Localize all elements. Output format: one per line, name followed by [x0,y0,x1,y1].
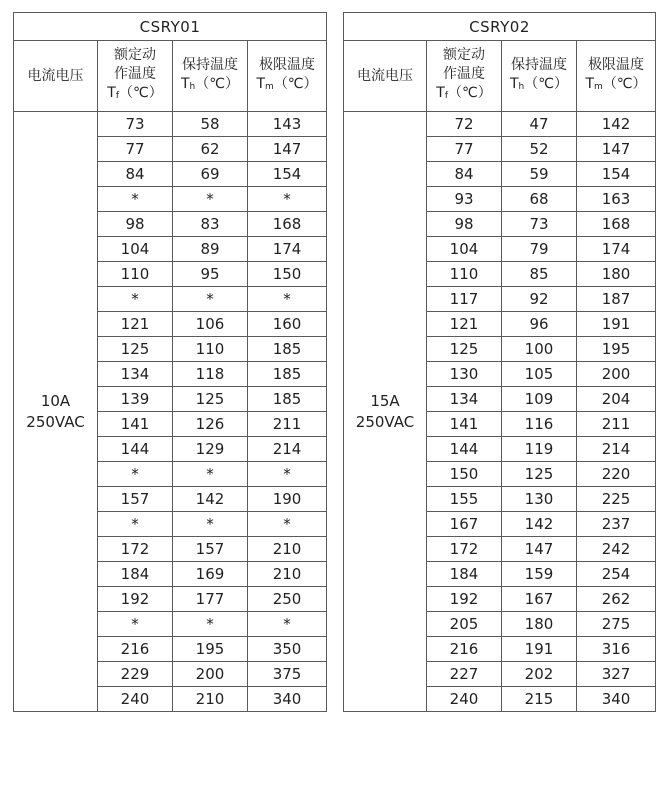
hold-temp-cell: * [173,287,248,312]
limit-temp-cell: 187 [577,287,656,312]
hold-temp-cell: 79 [502,237,577,262]
rated-temp-cell: 216 [98,637,173,662]
limit-temp-cell: * [248,462,327,487]
hold-temp-cell: 106 [173,312,248,337]
limit-temp-cell: 154 [248,162,327,187]
hold-temp-cell: 92 [502,287,577,312]
rated-temp-cell: * [98,287,173,312]
limit-temp-cell: 225 [577,487,656,512]
hold-temp-cell: 177 [173,587,248,612]
rated-temp-cell: 229 [98,662,173,687]
rated-temp-cell: 184 [427,562,502,587]
limit-temp-cell: 237 [577,512,656,537]
limit-temp-cell: 211 [248,412,327,437]
limit-temp-cell: 180 [577,262,656,287]
limit-temp-cell: 214 [248,437,327,462]
rated-temp-cell: 98 [427,212,502,237]
hold-temp-cell: 118 [173,362,248,387]
limit-temp-cell: 275 [577,612,656,637]
header-limit-temp [248,41,327,112]
rated-temp-cell: * [98,512,173,537]
limit-temp-cell: 191 [577,312,656,337]
header-hold-temp [502,41,577,112]
limit-temp-cell: 174 [248,237,327,262]
rated-temp-cell: 98 [98,212,173,237]
hold-temp-cell: 130 [502,487,577,512]
hold-temp-cell: 105 [502,362,577,387]
table-title: CSRY01 [14,13,327,41]
hold-temp-cell: 147 [502,537,577,562]
limit-temp-cell: 220 [577,462,656,487]
hold-temp-cell: 47 [502,112,577,137]
hold-temp-cell: * [173,512,248,537]
rated-temp-cell: 77 [98,137,173,162]
hold-temp-cell: 52 [502,137,577,162]
limit-temp-cell: 200 [577,362,656,387]
rated-temp-cell: 141 [427,412,502,437]
rated-temp-cell: 117 [427,287,502,312]
header-limit-temp-label: 极限温度 [588,56,645,73]
rated-temp-cell: 121 [427,312,502,337]
hold-temp-cell: 83 [173,212,248,237]
hold-temp-cell: 59 [502,162,577,187]
limit-temp-cell: 190 [248,487,327,512]
rated-temp-cell: 167 [427,512,502,537]
limit-temp-cell: 174 [577,237,656,262]
hold-temp-cell: 85 [502,262,577,287]
hold-temp-cell: 126 [173,412,248,437]
rated-temp-cell: 144 [427,437,502,462]
limit-temp-cell: 195 [577,337,656,362]
rated-temp-cell: 104 [98,237,173,262]
limit-temp-cell: 350 [248,637,327,662]
table-body [344,112,656,712]
header-limit-temp-label: 极限温度 [259,56,316,73]
hold-temp-cell: 95 [173,262,248,287]
hold-temp-cell: 125 [173,387,248,412]
header-current-voltage: 电流电压 [14,41,98,112]
current-voltage-cell [344,112,427,712]
hold-temp-cell: 129 [173,437,248,462]
rated-temp-cell: 134 [98,362,173,387]
header-rated-temp [427,41,502,112]
rated-temp-cell: 216 [427,637,502,662]
header-hold-temp [173,41,248,112]
limit-temp-cell: 242 [577,537,656,562]
hold-temp-cell: 159 [502,562,577,587]
rated-temp-cell: 110 [98,262,173,287]
hold-temp-cell: 142 [502,512,577,537]
rated-temp-cell: 172 [427,537,502,562]
limit-temp-cell: 168 [248,212,327,237]
hold-temp-cell: 125 [502,462,577,487]
table-title: CSRY02 [344,13,656,41]
limit-temp-cell: 185 [248,362,327,387]
header-limit-temp-unit: $T_m(℃)$ [256,75,318,92]
voltage-rating: 250VAC [26,412,85,431]
header-limit-temp-unit: $T_m(℃)$ [585,75,647,92]
rated-temp-cell: 110 [427,262,502,287]
rated-temp-cell: 184 [98,562,173,587]
rated-temp-cell: 150 [427,462,502,487]
rated-temp-cell: * [98,187,173,212]
hold-temp-cell: 69 [173,162,248,187]
header-limit-temp [577,41,656,112]
header-hold-temp-unit: $T_h(℃)$ [509,75,568,92]
limit-temp-cell: 327 [577,662,656,687]
hold-temp-cell: 89 [173,237,248,262]
current-voltage-cell [14,112,98,712]
hold-temp-cell: 58 [173,112,248,137]
hold-temp-cell: 200 [173,662,248,687]
limit-temp-cell: 214 [577,437,656,462]
rated-temp-cell: 84 [427,162,502,187]
limit-temp-cell: 154 [577,162,656,187]
hold-temp-cell: 109 [502,387,577,412]
table-row [14,112,327,137]
header-rated-temp-line2: 作温度 [114,66,156,82]
hold-temp-cell: 180 [502,612,577,637]
rated-temp-cell: 104 [427,237,502,262]
limit-temp-cell: 254 [577,562,656,587]
rated-temp-cell: 84 [98,162,173,187]
header-rated-temp-line1: 额定动 [443,47,485,63]
rated-temp-cell: 125 [427,337,502,362]
limit-temp-cell: 142 [577,112,656,137]
header-current-voltage: 电流电压 [344,41,427,112]
limit-temp-cell: 210 [248,562,327,587]
hold-temp-cell: 100 [502,337,577,362]
hold-temp-cell: 210 [173,687,248,712]
limit-temp-cell: 143 [248,112,327,137]
rated-temp-cell: 205 [427,612,502,637]
voltage-rating: 250VAC [355,412,415,431]
limit-temp-cell: 163 [577,187,656,212]
header-rated-temp [98,41,173,112]
rated-temp-cell: 155 [427,487,502,512]
rated-temp-cell: 121 [98,312,173,337]
limit-temp-cell: 147 [248,137,327,162]
header-hold-temp-unit: $T_h(℃)$ [180,75,239,92]
hold-temp-cell: 169 [173,562,248,587]
limit-temp-cell: 210 [248,537,327,562]
limit-temp-cell: 211 [577,412,656,437]
rated-temp-cell: * [98,612,173,637]
rated-temp-cell: 240 [427,687,502,712]
table-body [14,112,327,712]
current-rating: 15A [370,391,400,410]
limit-temp-cell: 185 [248,337,327,362]
hold-temp-cell: 116 [502,412,577,437]
rated-temp-cell: 73 [98,112,173,137]
limit-temp-cell: 340 [577,687,656,712]
limit-temp-cell: 168 [577,212,656,237]
limit-temp-cell: 160 [248,312,327,337]
rated-temp-cell: 144 [98,437,173,462]
rated-temp-cell: 130 [427,362,502,387]
rated-temp-cell: 157 [98,487,173,512]
rated-temp-cell: 134 [427,387,502,412]
hold-temp-cell: 73 [502,212,577,237]
rated-temp-cell: 240 [98,687,173,712]
limit-temp-cell: 185 [248,387,327,412]
hold-temp-cell: 68 [502,187,577,212]
hold-temp-cell: 167 [502,587,577,612]
hold-temp-cell: 191 [502,637,577,662]
rated-temp-cell: 192 [427,587,502,612]
rated-temp-cell: 141 [98,412,173,437]
header-rated-temp-unit: $T_f(℃)$ [436,85,492,101]
limit-temp-cell: 262 [577,587,656,612]
limit-temp-cell: * [248,187,327,212]
rated-temp-cell: * [98,462,173,487]
hold-temp-cell: 215 [502,687,577,712]
header-rated-temp-line1: 额定动 [114,47,156,63]
limit-temp-cell: 316 [577,637,656,662]
hold-temp-cell: 110 [173,337,248,362]
rated-temp-cell: 192 [98,587,173,612]
limit-temp-cell: 204 [577,387,656,412]
limit-temp-cell: 147 [577,137,656,162]
hold-temp-cell: 96 [502,312,577,337]
hold-temp-cell: 62 [173,137,248,162]
limit-temp-cell: 340 [248,687,327,712]
rated-temp-cell: 172 [98,537,173,562]
hold-temp-cell: * [173,612,248,637]
header-rated-temp-unit: $T_f(℃)$ [107,85,163,101]
hold-temp-cell: 119 [502,437,577,462]
limit-temp-cell: 375 [248,662,327,687]
hold-temp-cell: * [173,187,248,212]
hold-temp-cell: 195 [173,637,248,662]
rated-temp-cell: 125 [98,337,173,362]
header-hold-temp-label: 保持温度 [511,56,567,73]
header-rated-temp-line2: 作温度 [443,66,485,82]
hold-temp-cell: 157 [173,537,248,562]
rated-temp-cell: 139 [98,387,173,412]
rated-temp-cell: 72 [427,112,502,137]
table-row [344,112,656,137]
limit-temp-cell: * [248,287,327,312]
hold-temp-cell: * [173,462,248,487]
header-hold-temp-label: 保持温度 [182,56,238,73]
spec-table-csry01 [13,12,327,712]
hold-temp-cell: 202 [502,662,577,687]
rated-temp-cell: 77 [427,137,502,162]
limit-temp-cell: * [248,512,327,537]
rated-temp-cell: 93 [427,187,502,212]
limit-temp-cell: * [248,612,327,637]
spec-table-csry02 [343,12,656,712]
rated-temp-cell: 227 [427,662,502,687]
limit-temp-cell: 150 [248,262,327,287]
limit-temp-cell: 250 [248,587,327,612]
current-rating: 10A [40,391,71,410]
hold-temp-cell: 142 [173,487,248,512]
